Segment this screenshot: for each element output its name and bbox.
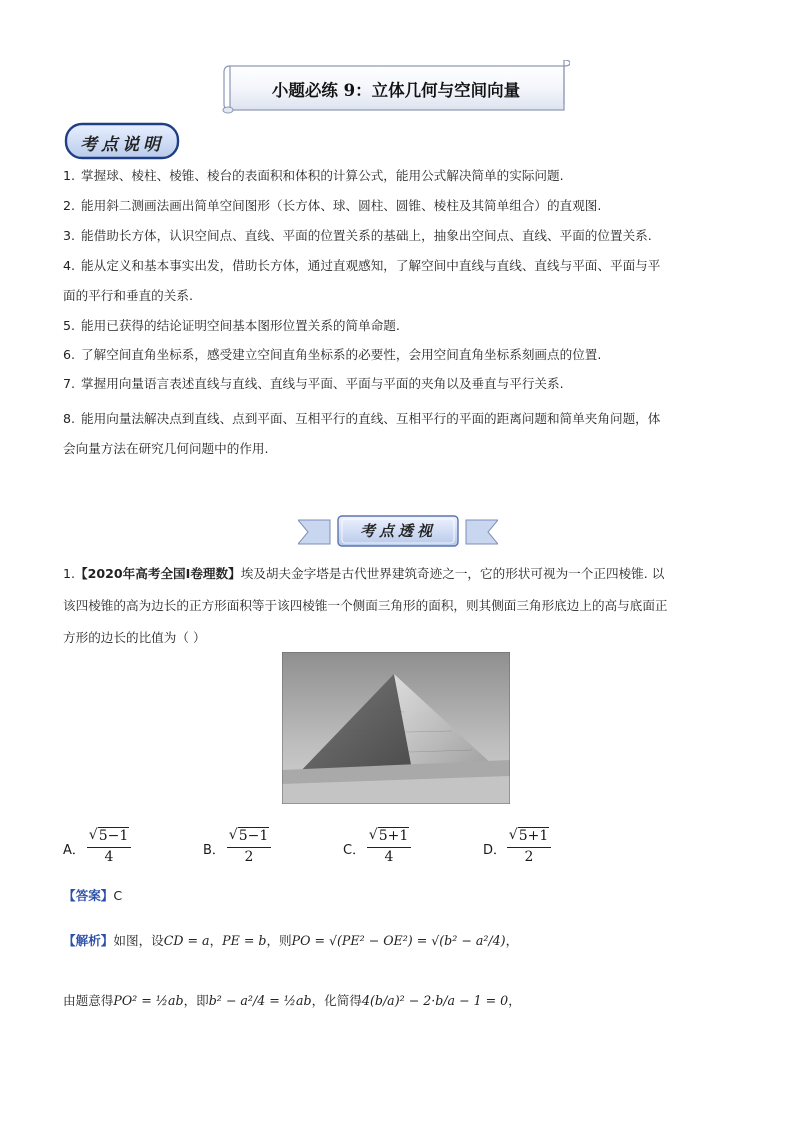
objective-7: 7. 掌握用向量语言表述直线与直线、直线与平面、平面与平面的夹角以及垂直与平行关系. (63, 376, 564, 391)
section-title-2: 考点透视 (359, 522, 436, 540)
objective-3: 3. 能借助长方体，认识空间点、直线、平面的位置关系的基础上，抽象出空间点、直线、平面的位置关系. (63, 228, 652, 243)
section-badge-key-points (64, 122, 180, 160)
objective-4: 4. 能从定义和基本事实出发，借助长方体，通过直观感知，了解空间中直线与直线、直线与平面、平面与平 (63, 258, 661, 273)
objective-1: 1. 掌握球、棱柱、棱锥、棱台的表面积和体积的计算公式，能用公式解决简单的实际问题. (63, 168, 564, 183)
answer-value: C (113, 888, 123, 903)
objective-2: 2. 能用斜二测画法画出简单空间图形（长方体、球、圆柱、圆锥、棱柱及其简单组合）的直观图. (63, 198, 602, 213)
objective-6: 6. 了解空间直角坐标系，感受建立空间直角坐标系的必要性，会用空间直角坐标系刻画点的位置. (63, 347, 602, 362)
objective-4-continued: 面的平行和垂直的关系. (63, 288, 193, 303)
question-source: 【2020年高考全国Ⅰ卷理数】 (75, 566, 241, 581)
answer-line (63, 885, 122, 904)
option-c[interactable]: C． √ 5+1 4 (343, 826, 423, 870)
option-d[interactable]: D． √ 5+1 2 (483, 826, 563, 870)
question-line-2: 该四棱锥的高为边长的正方形面积等于该四棱锥一个侧面三角形的面积，则其侧面三角形底边上的高与底面正 (63, 598, 668, 613)
objective-8-continued: 会向量方法在研究几何问题中的作用. (63, 441, 269, 456)
section-badge-perspective (298, 514, 498, 548)
option-b[interactable]: B． √ 5−1 2 (203, 826, 283, 870)
objective-5: 5. 能用已获得的结论证明空间基本图形位置关系的简单命题. (63, 318, 400, 333)
answer-tag: 【答案】 (63, 888, 114, 903)
objective-8: 8. 能用向量法解决点到直线、点到平面、互相平行的直线、互相平行的平面的距离问题和简单夹角问题，体 (63, 411, 661, 426)
section-title-1: 考点说明 (80, 135, 164, 155)
page-title: 小题必练 9：立体几何与空间向量 (271, 81, 521, 100)
question-line-3: 方形的边长的比值为（ ） (63, 630, 206, 645)
pyramid-photo (282, 652, 510, 804)
question-line-1: 1.【2020年高考全国Ⅰ卷理数】埃及胡夫金字塔是古代世界建筑奇迹之一，它的形状可视为一个正四棱锥. 以 (63, 566, 665, 581)
option-a[interactable]: A． √ 5−1 4 (63, 826, 143, 870)
analysis-line-1: 【解析】如图，设CD = a，PE = b，则PO = √(PE² − OE²) = √(b² − a²/4)， (63, 933, 519, 948)
title-banner (222, 60, 570, 116)
analysis-line-2: 由题意得PO² = ½ab，即b² − a²/4 = ½ab，化简得4(b/a)² − 2·b/a − 1 = 0， (63, 993, 521, 1008)
